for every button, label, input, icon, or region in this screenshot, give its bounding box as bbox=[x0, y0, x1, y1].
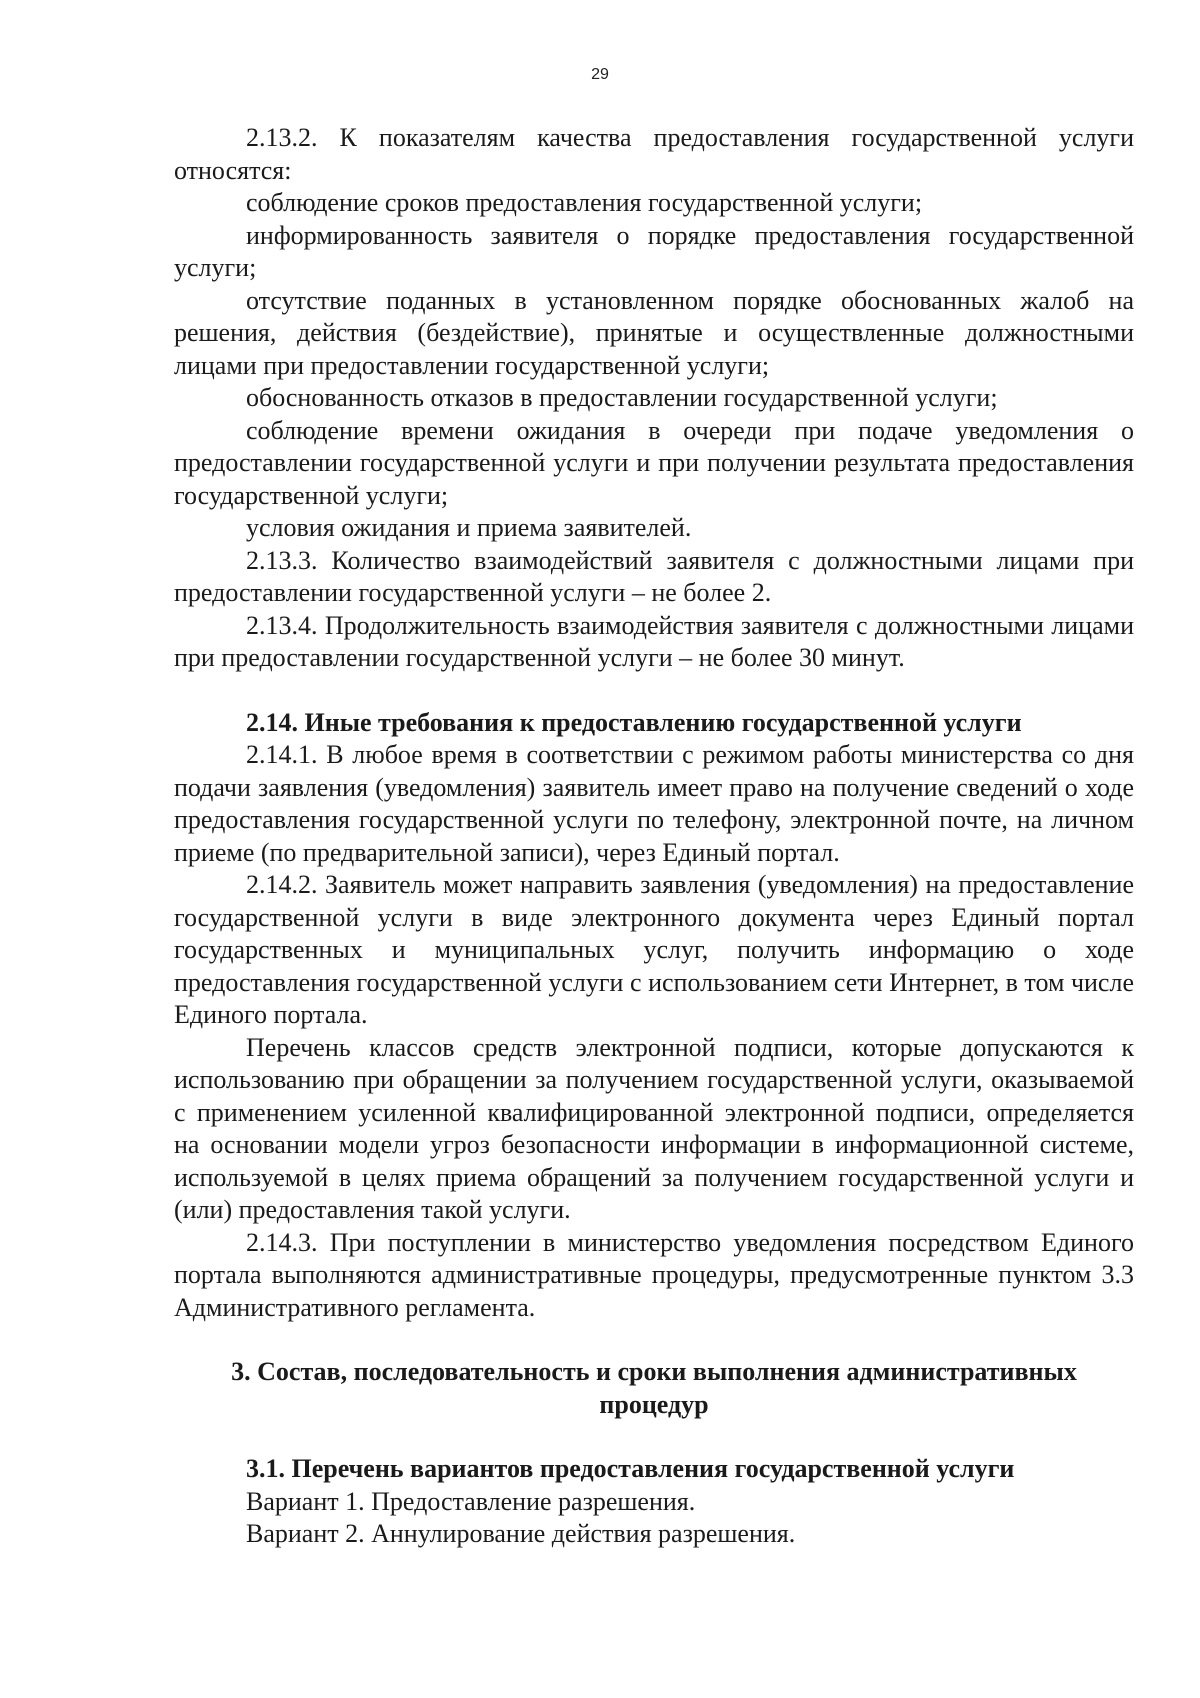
section-heading: 2.14. Иные требования к предоставлению государственной услуги bbox=[246, 707, 1022, 737]
paragraph: 2.14.3. При поступлении в министерство уведомления посредством Единого портала выполняются административные процедуры, предусмотренные пунктом 3.3 Административного регламента. bbox=[174, 1227, 1134, 1322]
spacer bbox=[174, 675, 1134, 707]
paragraph: отсутствие поданных в установленном порядке обоснованных жалоб на решения, действия (бездействие), принятые и осуществленные должностными лицами при предоставлении государственной услуги; bbox=[174, 285, 1134, 380]
paragraph: 2.13.2. К показателям качества предоставления государственной услуги относятся: bbox=[174, 123, 1134, 185]
paragraph: соблюдение времени ожидания в очереди при подаче уведомления о предоставлении государственной услуги и при получении результата предоставления государственной услуги; bbox=[174, 415, 1134, 510]
paragraph: условия ожидания и приема заявителей. bbox=[246, 513, 692, 542]
section-heading: 3.1. Перечень вариантов предоставления государственной услуги bbox=[246, 1454, 1015, 1483]
paragraph: обоснованность отказов в предоставлении государственной услуги; bbox=[246, 383, 998, 412]
variant-item: Вариант 1. Предоставление разрешения. bbox=[246, 1486, 696, 1516]
paragraph: соблюдение сроков предоставления государственной услуги; bbox=[246, 188, 923, 217]
paragraph: информированность заявителя о порядке предоставления государственной услуги; bbox=[174, 220, 1134, 282]
document-body bbox=[174, 122, 1134, 1551]
paragraph: 2.13.4. Продолжительность взаимодействия заявителя с должностными лицами при предоставлении государственной услуги – не более 30 минут. bbox=[174, 610, 1134, 672]
page-number: 29 bbox=[591, 66, 609, 83]
variant-item: Вариант 2. Аннулирование действия разрешения. bbox=[246, 1519, 796, 1548]
spacer bbox=[174, 1324, 1134, 1356]
paragraph: 2.14.1. В любое время в соответствии с режимом работы министерства со дня подачи заявления (уведомления) заявитель имеет право на получение сведений о ходе предоставления государственной услуги по телефону, электронной почте, на личном приеме (по предварительной записи), через Единый портал. bbox=[174, 740, 1134, 867]
spacer bbox=[174, 1421, 1134, 1453]
paragraph: Перечень классов средств электронной подписи, которые допускаются к использованию при обращении за получением государственной услуги, оказываемой с применением усиленной квалифицированной электронной подписи, определяется на основании модели угроз безопасности информации в информационной системе, используемой в целях приема обращений за получением государственной услуги и (или) предоставления такой услуги. bbox=[174, 1032, 1134, 1224]
paragraph: 2.13.3. Количество взаимодействий заявителя с должностными лицами при предоставлении государственной услуги – не более 2. bbox=[174, 545, 1134, 607]
chapter-heading: 3. Состав, последовательность и сроки выполнения административных процедур bbox=[231, 1357, 1077, 1419]
paragraph: 2.14.2. Заявитель может направить заявления (уведомления) на предоставление государственной услуги в виде электронного документа через Единый портал государственных и муниципальных услуг, получить информацию о ходе предоставления государственной услуги с использованием сети Интернет, в том числе Единого портала. bbox=[174, 870, 1134, 1029]
